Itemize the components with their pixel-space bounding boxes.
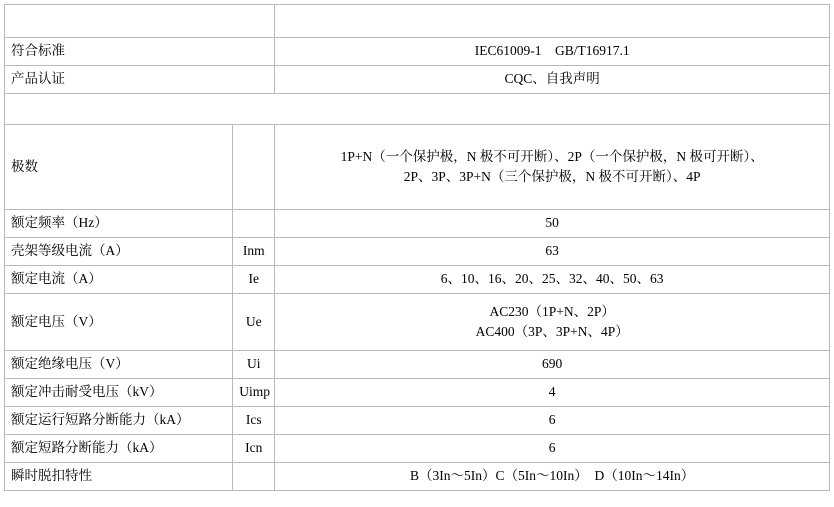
table-row bbox=[5, 210, 830, 238]
table-row bbox=[5, 294, 830, 351]
row-value-insulation-voltage: 690 bbox=[275, 351, 830, 379]
table-row bbox=[5, 407, 830, 435]
row-symbol-rated-current: Ie bbox=[233, 266, 275, 294]
spec-sheet bbox=[0, 4, 834, 507]
voltage-line-1: AC230（1P+N、2P） bbox=[489, 303, 615, 319]
row-label-certification: 产品认证 bbox=[5, 66, 275, 94]
row-symbol-poles bbox=[233, 125, 275, 210]
row-value-impulse-voltage: 4 bbox=[275, 379, 830, 407]
row-symbol-rated-voltage: Ue bbox=[233, 294, 275, 351]
table-row bbox=[5, 66, 830, 94]
row-value-trip-characteristic: B（3In～5In）C（5In～10In） D（10In～14In） bbox=[275, 463, 830, 491]
row-symbol-trip-characteristic bbox=[233, 463, 275, 491]
table-row bbox=[5, 125, 830, 210]
row-label-insulation-voltage: 额定绝缘电压（V） bbox=[5, 351, 233, 379]
row-symbol-service-breaking: Ics bbox=[233, 407, 275, 435]
table-row bbox=[5, 38, 830, 66]
table-row bbox=[5, 463, 830, 491]
row-value-service-breaking: 6 bbox=[275, 407, 830, 435]
row-value-frame-current: 63 bbox=[275, 238, 830, 266]
row-symbol-short-circuit-breaking: Icn bbox=[233, 435, 275, 463]
row-label-frequency: 额定频率（Hz） bbox=[5, 210, 233, 238]
row-value-standard: IEC61009-1 GB/T16917.1 bbox=[275, 38, 830, 66]
row-value-rated-current: 6、10、16、20、25、32、40、50、63 bbox=[275, 266, 830, 294]
row-value-rated-voltage bbox=[275, 294, 830, 351]
row-label-standard: 符合标准 bbox=[5, 38, 275, 66]
poles-line-2: 2P、3P、3P+N（三个保护极，N 极不可开断）、4P bbox=[403, 169, 701, 184]
table-row bbox=[5, 266, 830, 294]
row-label-poles: 极数 bbox=[5, 125, 233, 210]
row-symbol-impulse-voltage: Uimp bbox=[233, 379, 275, 407]
row-value-frequency: 50 bbox=[275, 210, 830, 238]
row-label-short-circuit-breaking: 额定短路分断能力（kA） bbox=[5, 435, 233, 463]
row-label-frame-current: 壳架等级电流（A） bbox=[5, 238, 233, 266]
row-value-poles bbox=[275, 125, 830, 210]
product-spec-table bbox=[4, 4, 830, 491]
section-header-row bbox=[5, 94, 830, 125]
row-label-trip-characteristic: 瞬时脱扣特性 bbox=[5, 463, 233, 491]
voltage-line-2: AC400（3P、3P+N、4P） bbox=[475, 324, 629, 339]
header-product-name-label: 产品名称 bbox=[5, 5, 275, 38]
section-title-electrical: 电气特性 bbox=[5, 94, 830, 125]
table-row bbox=[5, 379, 830, 407]
table-row bbox=[5, 351, 830, 379]
row-value-short-circuit-breaking: 6 bbox=[275, 435, 830, 463]
row-symbol-insulation-voltage: Ui bbox=[233, 351, 275, 379]
table-row bbox=[5, 238, 830, 266]
row-value-certification: CQC、自我声明 bbox=[275, 66, 830, 94]
row-label-service-breaking: 额定运行短路分断能力（kA） bbox=[5, 407, 233, 435]
row-symbol-frequency bbox=[233, 210, 275, 238]
row-label-rated-voltage: 额定电压（V） bbox=[5, 294, 233, 351]
table-header-row bbox=[5, 5, 830, 38]
row-symbol-frame-current: Inm bbox=[233, 238, 275, 266]
poles-line-1: 1P+N（一个保护极，N 极不可开断）、2P（一个保护极，N 极可开断）、 bbox=[340, 148, 764, 164]
row-label-impulse-voltage: 额定冲击耐受电压（kV） bbox=[5, 379, 233, 407]
row-label-rated-current: 额定电流（A） bbox=[5, 266, 233, 294]
table-row bbox=[5, 435, 830, 463]
header-product-model: TGB1NLE-63Y bbox=[275, 5, 830, 38]
